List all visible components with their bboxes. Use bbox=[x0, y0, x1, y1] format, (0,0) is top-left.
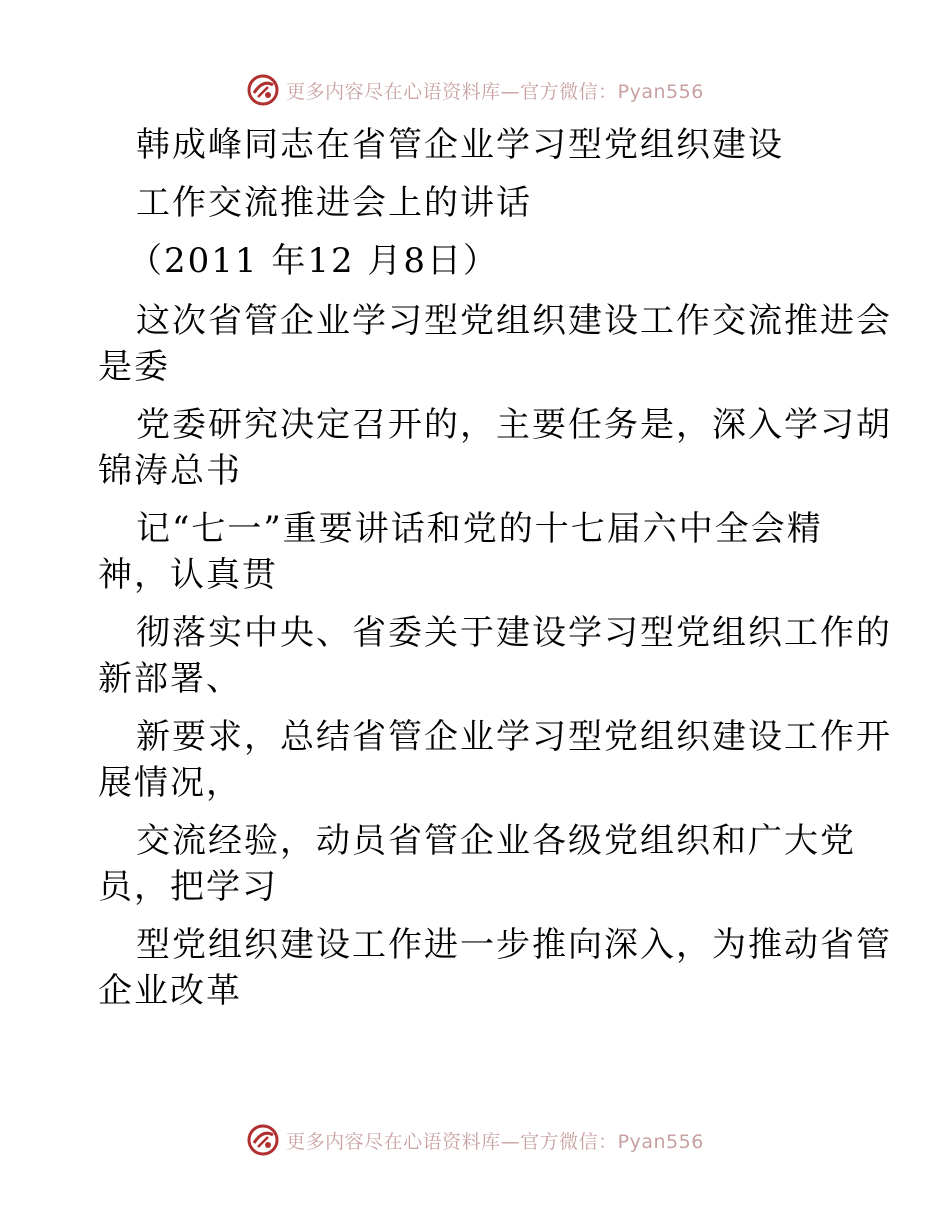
watermark-header bbox=[0, 70, 950, 110]
paragraph-line: 党委研究决定召开的，主要任务是，深入学习胡 bbox=[136, 405, 892, 445]
paragraph-3 bbox=[98, 610, 892, 702]
paragraph-0 bbox=[98, 298, 892, 390]
document-title-line-1: 韩成峰同志在省管企业学习型党组织建设 bbox=[136, 125, 784, 165]
paragraph-line: 型党组织建设工作进一步推向深入，为推动省管 bbox=[136, 925, 892, 965]
watermark-text: 更多内容尽在心语资料库—官方微信：Pyan556 bbox=[286, 80, 704, 103]
red-circle-seal-logo-icon bbox=[246, 1123, 280, 1157]
paragraph-line: 交流经验，动员省管企业各级党组织和广大党 bbox=[136, 821, 856, 861]
paragraph-line: 彻落实中央、省委关于建设学习型党组织工作的 bbox=[136, 613, 892, 653]
paragraph-line: 记“七一”重要讲话和党的十七届六中全会精 bbox=[136, 509, 823, 549]
paragraph-wrap-line: 神，认真贯 bbox=[98, 555, 278, 595]
document-body bbox=[98, 122, 892, 1014]
paragraph-6 bbox=[98, 922, 892, 1014]
paragraph-wrap-line: 企业改革 bbox=[98, 971, 242, 1011]
watermark-footer bbox=[0, 1120, 950, 1160]
red-circle-seal-logo-icon bbox=[246, 73, 280, 107]
paragraph-5 bbox=[98, 818, 858, 910]
paragraph-block bbox=[98, 298, 892, 1014]
paragraph-line: 这次省管企业学习型党组织建设工作交流推进会 bbox=[136, 301, 892, 341]
paragraph-4 bbox=[98, 714, 892, 806]
watermark-text: 更多内容尽在心语资料库—官方微信：Pyan556 bbox=[286, 1130, 704, 1153]
paragraph-wrap-line: 锦涛总书 bbox=[98, 451, 242, 491]
paragraph-wrap-line: 是委 bbox=[98, 347, 170, 387]
paragraph-wrap-line: 新部署、 bbox=[98, 659, 242, 699]
document-date: （2011 年12 月8日） bbox=[128, 241, 500, 281]
paragraph-1 bbox=[98, 402, 892, 494]
paragraph-wrap-line: 员，把学习 bbox=[98, 867, 278, 907]
paragraph-wrap-line: 展情况， bbox=[98, 763, 242, 803]
paragraph-line: 新要求，总结省管企业学习型党组织建设工作开 bbox=[136, 717, 892, 757]
document-title-line-2: 工作交流推进会上的讲话 bbox=[136, 183, 532, 223]
paragraph-2 bbox=[98, 506, 858, 598]
